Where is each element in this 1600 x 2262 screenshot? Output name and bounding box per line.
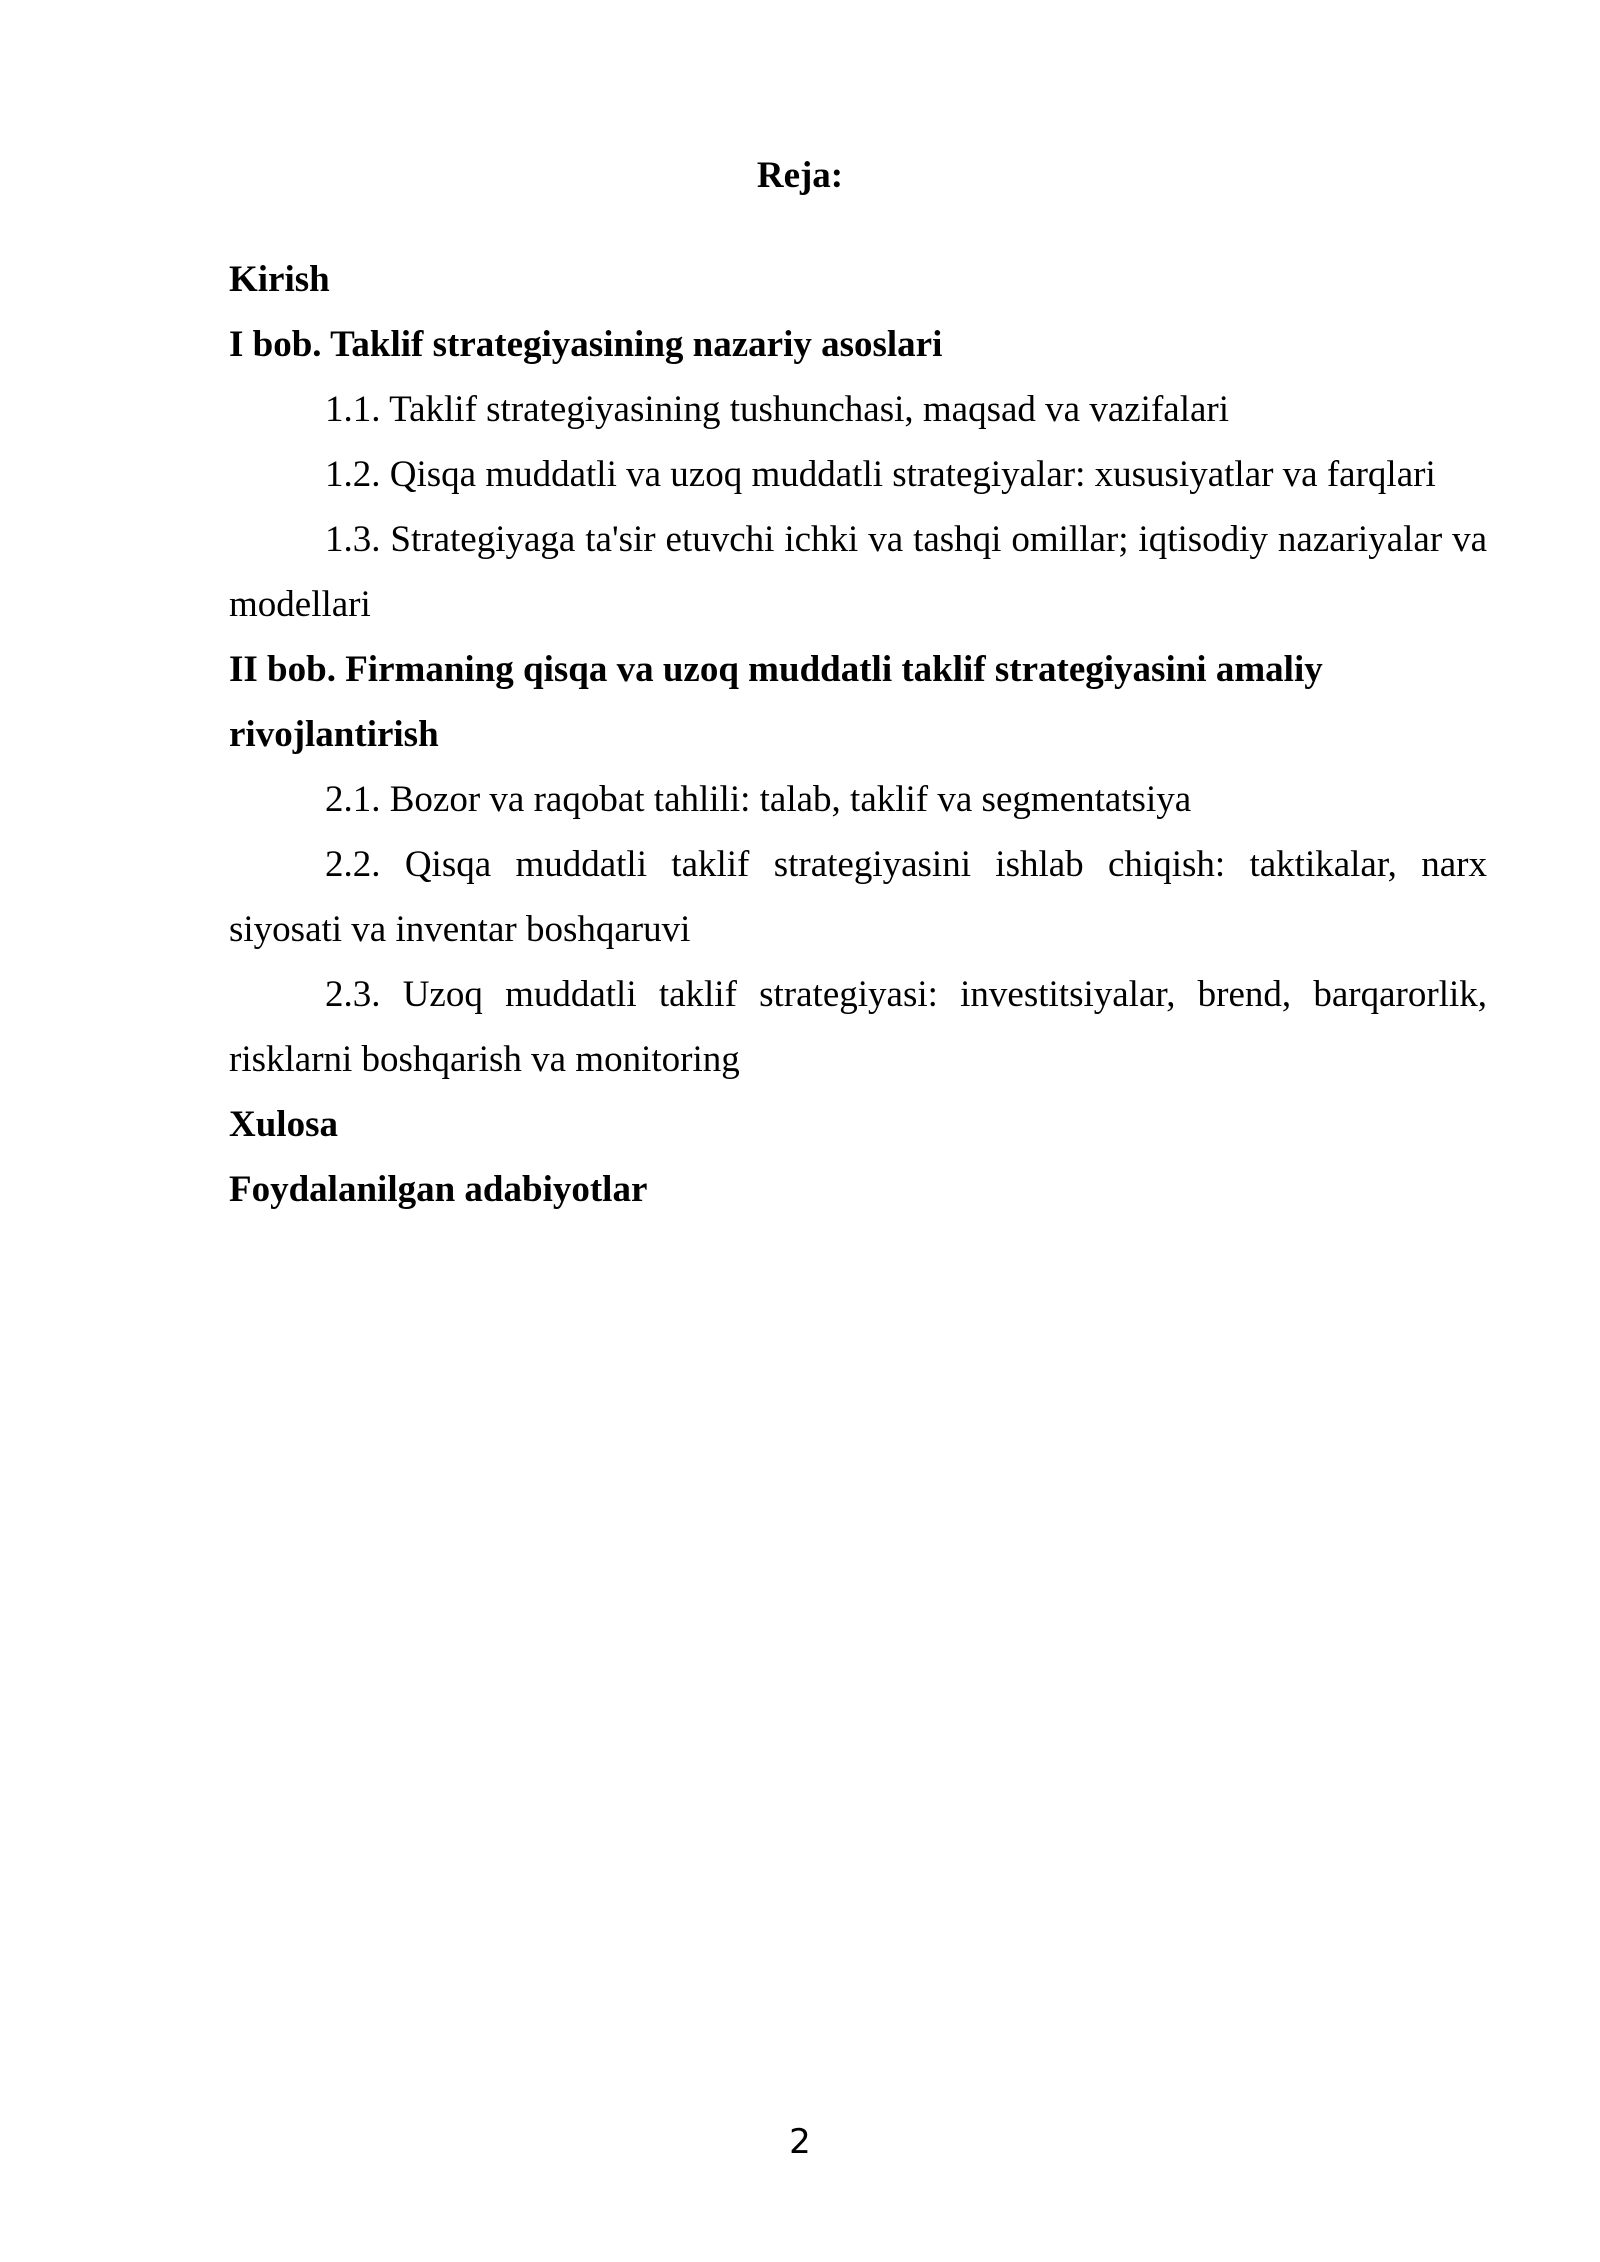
toc-item-2-2: 2.2. Qisqa muddatli taklif strategiyasini ishlab chiqish: taktikalar, narx siyosati va inventar boshqaruvi bbox=[229, 844, 1487, 950]
toc-item-2-3: 2.3. Uzoq muddatli taklif strategiyasi: investitsiyalar, brend, barqarorlik, risklarni boshqarish va monitoring bbox=[229, 974, 1487, 1080]
toc-item-2-1: 2.1. Bozor va raqobat tahlili: talab, taklif va segmentatsiya bbox=[325, 779, 1192, 820]
page-number: 2 bbox=[789, 2122, 811, 2162]
toc-chapter-1-heading: I bob. Taklif strategiyasining nazariy asoslari bbox=[229, 324, 943, 365]
toc-chapter-2-heading: II bob. Firmaning qisqa va uzoq muddatli taklif strategiyasini amaliy rivojlantirish bbox=[229, 649, 1323, 755]
toc-references: Foydalanilgan adabiyotlar bbox=[229, 1169, 648, 1210]
toc-item-1-2: 1.2. Qisqa muddatli va uzoq muddatli strategiyalar: xususiyatlar va farqlari bbox=[325, 454, 1436, 495]
table-of-contents bbox=[229, 247, 1487, 1222]
toc-intro: Kirish bbox=[229, 259, 330, 300]
toc-conclusion: Xulosa bbox=[229, 1104, 338, 1145]
toc-item-1-3: 1.3. Strategiyaga ta'sir etuvchi ichki va tashqi omillar; iqtisodiy nazariyalar va modellari bbox=[229, 519, 1487, 625]
page-title: Reja: bbox=[756, 155, 844, 196]
toc-item-1-1: 1.1. Taklif strategiyasining tushunchasi, maqsad va vazifalari bbox=[325, 389, 1230, 430]
